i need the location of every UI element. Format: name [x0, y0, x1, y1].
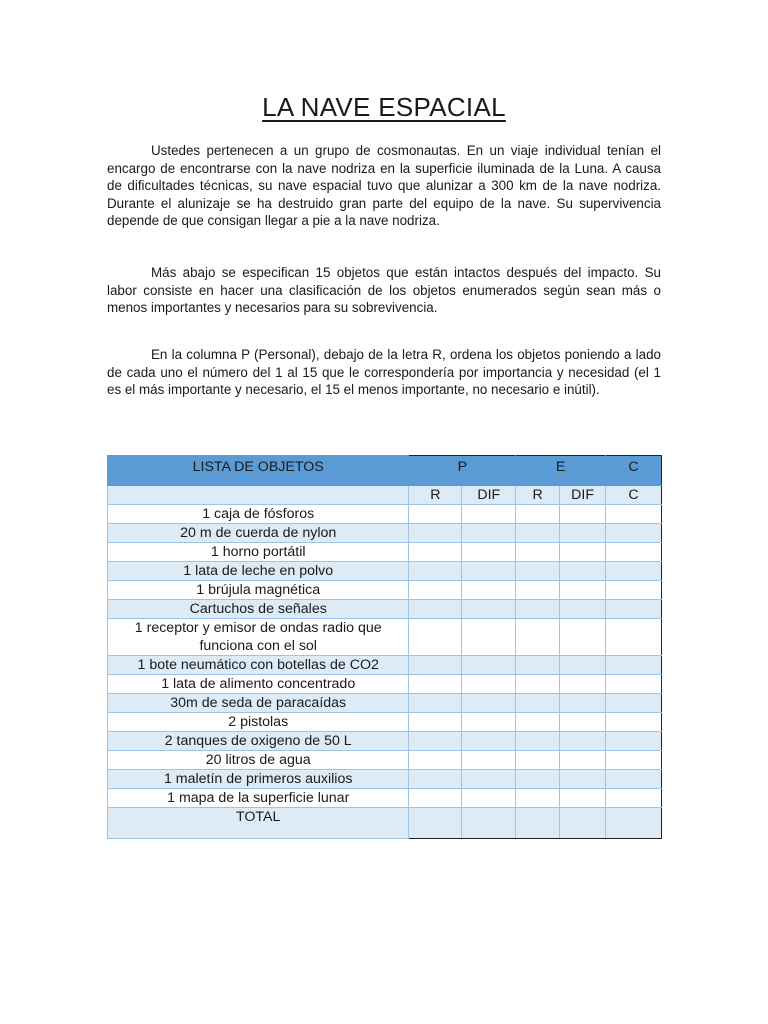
intro-paragraph: [107, 142, 661, 230]
table-row: [108, 751, 662, 770]
cell-e-dif[interactable]: [560, 619, 606, 656]
table-row: [108, 694, 662, 713]
item-name: Cartuchos de señales: [108, 600, 409, 619]
table-row: [108, 619, 662, 656]
table-row: [108, 505, 662, 524]
cell-p-dif[interactable]: [462, 619, 516, 656]
cell-p-r[interactable]: [409, 694, 462, 713]
cell-e-dif[interactable]: [560, 524, 606, 543]
cell-p-r[interactable]: [409, 524, 462, 543]
cell-p-r[interactable]: [409, 656, 462, 675]
total-label: TOTAL: [108, 808, 409, 839]
table-row: [108, 713, 662, 732]
cell-e-dif[interactable]: [560, 789, 606, 808]
subheader-e-dif: DIF: [560, 486, 606, 505]
cell-e-dif[interactable]: [560, 694, 606, 713]
total-e-dif[interactable]: [560, 808, 606, 839]
cell-p-dif[interactable]: [462, 732, 516, 751]
cell-p-dif[interactable]: [462, 751, 516, 770]
table-row: [108, 581, 662, 600]
table-row: [108, 770, 662, 789]
cell-e-r[interactable]: [516, 581, 560, 600]
cell-p-r[interactable]: [409, 619, 462, 656]
cell-c[interactable]: [606, 581, 662, 600]
cell-e-r[interactable]: [516, 694, 560, 713]
table-header-row: [108, 456, 662, 486]
item-name: 20 m de cuerda de nylon: [108, 524, 409, 543]
cell-p-r[interactable]: [409, 770, 462, 789]
cell-p-r[interactable]: [409, 581, 462, 600]
table-row: [108, 675, 662, 694]
instructions-paragraph: [107, 346, 661, 399]
item-name: 1 maletín de primeros auxilios: [108, 770, 409, 789]
cell-c[interactable]: [606, 751, 662, 770]
cell-c[interactable]: [606, 619, 662, 656]
cell-e-r[interactable]: [516, 713, 560, 732]
instructions-text: En la columna P (Personal), debajo de la letra R, ordena los objetos poniendo a lado de cada uno el número del 1 al 15 que le correspondería por importancia y necesidad (el 1 es el más importante y necesario, el 15 el menos importante, no necesario e inútil).: [107, 347, 661, 398]
total-p-dif[interactable]: [462, 808, 516, 839]
cell-p-dif[interactable]: [462, 600, 516, 619]
subheader-empty: [108, 486, 409, 505]
cell-e-dif[interactable]: [560, 562, 606, 581]
cell-e-dif[interactable]: [560, 600, 606, 619]
table-row: [108, 656, 662, 675]
item-name: 1 mapa de la superficie lunar: [108, 789, 409, 808]
cell-p-dif[interactable]: [462, 770, 516, 789]
cell-p-dif[interactable]: [462, 524, 516, 543]
objects-table: [107, 455, 662, 839]
cell-p-r[interactable]: [409, 562, 462, 581]
cell-e-dif[interactable]: [560, 543, 606, 562]
cell-c[interactable]: [606, 524, 662, 543]
cell-e-r[interactable]: [516, 619, 560, 656]
cell-p-r[interactable]: [409, 600, 462, 619]
cell-c[interactable]: [606, 694, 662, 713]
intro-text: Ustedes pertenecen a un grupo de cosmonautas. En un viaje individual tenían el encargo de encontrarse con la nave nodriza en la superficie iluminada de la Luna. A causa de dificultades técnicas, su nave espacial tuvo que alunizar a 300 km de la nave nodriza. Durante el alunizaje se ha destruido gran parte del equipo de la nave. Su supervivencia depende de que consigan llegar a pie a la nave nodriza.: [107, 143, 661, 229]
cell-e-r[interactable]: [516, 562, 560, 581]
item-name: 1 lata de leche en polvo: [108, 562, 409, 581]
cell-e-dif[interactable]: [560, 732, 606, 751]
cell-e-dif[interactable]: [560, 713, 606, 732]
cell-c[interactable]: [606, 789, 662, 808]
cell-p-dif[interactable]: [462, 694, 516, 713]
subheader-p-dif: DIF: [462, 486, 516, 505]
subheader-c: C: [606, 486, 662, 505]
cell-e-dif[interactable]: [560, 770, 606, 789]
item-name: 1 horno portátil: [108, 543, 409, 562]
cell-e-r[interactable]: [516, 543, 560, 562]
cell-p-r[interactable]: [409, 505, 462, 524]
cell-e-dif[interactable]: [560, 656, 606, 675]
table-row: [108, 524, 662, 543]
subheader-p-r: R: [409, 486, 462, 505]
cell-c[interactable]: [606, 732, 662, 751]
table-row: [108, 732, 662, 751]
header-p: P: [409, 456, 516, 486]
cell-p-r[interactable]: [409, 675, 462, 694]
cell-e-dif[interactable]: [560, 751, 606, 770]
cell-p-r[interactable]: [409, 713, 462, 732]
header-c: C: [606, 456, 662, 486]
cell-e-r[interactable]: [516, 789, 560, 808]
cell-p-dif[interactable]: [462, 543, 516, 562]
cell-e-r[interactable]: [516, 770, 560, 789]
item-name: 20 litros de agua: [108, 751, 409, 770]
objects-text: Más abajo se especifican 15 objetos que están intactos después del impacto. Su labor consiste en hacer una clasificación de los objetos enumerados según sean más o menos importantes y necesarios para su sobrevivencia.: [107, 265, 661, 316]
cell-p-dif[interactable]: [462, 581, 516, 600]
table-row: [108, 543, 662, 562]
cell-p-r[interactable]: [409, 789, 462, 808]
cell-c[interactable]: [606, 713, 662, 732]
item-name: 1 lata de alimento concentrado: [108, 675, 409, 694]
cell-c[interactable]: [606, 505, 662, 524]
header-e: E: [516, 456, 606, 486]
cell-e-dif[interactable]: [560, 581, 606, 600]
cell-c[interactable]: [606, 562, 662, 581]
item-name: 1 receptor y emisor de ondas radio que funciona con el sol: [108, 619, 409, 656]
cell-c[interactable]: [606, 543, 662, 562]
cell-p-dif[interactable]: [462, 789, 516, 808]
page-title: LA NAVE ESPACIAL: [262, 92, 506, 122]
objects-paragraph: [107, 264, 661, 317]
cell-p-dif[interactable]: [462, 505, 516, 524]
cell-p-dif[interactable]: [462, 656, 516, 675]
cell-e-dif[interactable]: [560, 675, 606, 694]
cell-e-r[interactable]: [516, 600, 560, 619]
total-e-r[interactable]: [516, 808, 560, 839]
cell-p-dif[interactable]: [462, 675, 516, 694]
cell-e-r[interactable]: [516, 675, 560, 694]
cell-e-r[interactable]: [516, 656, 560, 675]
item-name: 2 tanques de oxigeno de 50 L: [108, 732, 409, 751]
table-row: [108, 600, 662, 619]
cell-c[interactable]: [606, 600, 662, 619]
cell-c[interactable]: [606, 770, 662, 789]
cell-p-r[interactable]: [409, 543, 462, 562]
table-row: [108, 789, 662, 808]
item-name: 1 brújula magnética: [108, 581, 409, 600]
cell-e-r[interactable]: [516, 524, 560, 543]
cell-p-dif[interactable]: [462, 562, 516, 581]
item-name: 2 pistolas: [108, 713, 409, 732]
cell-c[interactable]: [606, 656, 662, 675]
table-subheader-row: [108, 486, 662, 505]
table-row: [108, 562, 662, 581]
cell-p-r[interactable]: [409, 751, 462, 770]
cell-e-r[interactable]: [516, 751, 560, 770]
subheader-e-r: R: [516, 486, 560, 505]
cell-p-r[interactable]: [409, 732, 462, 751]
total-p-r[interactable]: [409, 808, 462, 839]
total-c[interactable]: [606, 808, 662, 839]
item-name: 1 bote neumático con botellas de CO2: [108, 656, 409, 675]
header-list: LISTA DE OBJETOS: [108, 456, 409, 486]
cell-e-r[interactable]: [516, 505, 560, 524]
cell-e-r[interactable]: [516, 732, 560, 751]
item-name: 1 caja de fósforos: [108, 505, 409, 524]
cell-p-dif[interactable]: [462, 713, 516, 732]
table-total-row: [108, 808, 662, 839]
item-name: 30m de seda de paracaídas: [108, 694, 409, 713]
cell-e-dif[interactable]: [560, 505, 606, 524]
cell-c[interactable]: [606, 675, 662, 694]
